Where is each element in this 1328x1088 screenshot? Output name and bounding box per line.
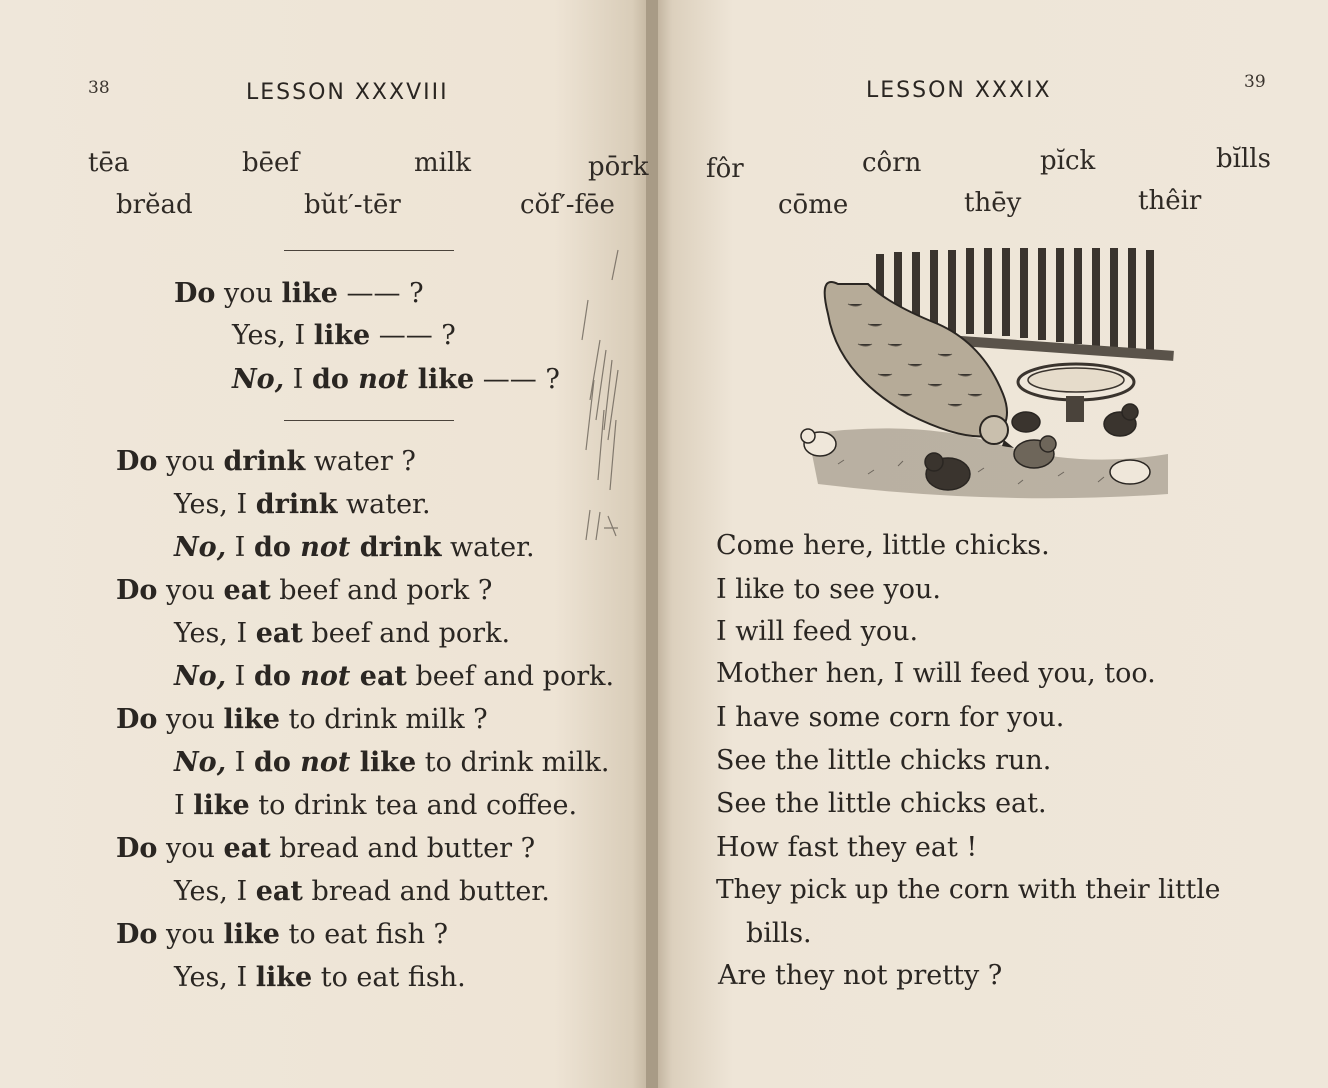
question-line: Do you like to eat fish ? — [116, 919, 449, 950]
vocab-word: bŭt′-tēr — [304, 190, 401, 220]
answer-line: Yes, I eat beef and pork. — [174, 618, 511, 649]
story-line: I like to see you. — [716, 574, 942, 605]
pencil-scribble-marks — [560, 240, 640, 560]
vocab-word: fôr — [706, 154, 744, 184]
answer-line: No, I do not eat beef and pork. — [174, 661, 615, 692]
lesson-title-left: LESSON XXXVIII — [246, 80, 449, 105]
answer-line: Yes, I eat bread and butter. — [174, 876, 550, 907]
vocab-word: côrn — [862, 148, 922, 178]
vocab-word: bĭlls — [1216, 144, 1271, 174]
pattern-no: No, I do not like —— ? — [232, 364, 560, 395]
vocab-word: thêir — [1138, 186, 1202, 216]
vocab-word: cōme — [778, 190, 849, 220]
answer-line: Yes, I drink water. — [174, 489, 431, 520]
story-line: See the little chicks run. — [716, 745, 1052, 776]
story-line: They pick up the corn with their little — [716, 874, 1221, 905]
lesson-title-right: LESSON XXXIX — [866, 78, 1052, 103]
vocab-word: milk — [414, 148, 472, 178]
story-line: How fast they eat ! — [716, 832, 978, 863]
pattern-question: Do you like —— ? — [174, 278, 424, 309]
page-number-left: 38 — [88, 78, 110, 98]
vocab-word: brĕad — [116, 190, 193, 220]
story-line: I have some corn for you. — [716, 702, 1065, 733]
vocab-word: pĭck — [1040, 146, 1096, 176]
page-number-right: 39 — [1244, 72, 1266, 92]
question-line: Do you eat bread and butter ? — [116, 833, 536, 864]
hen-and-chicks-illustration — [798, 244, 1178, 506]
answer-line: I like to drink tea and coffee. — [174, 790, 578, 821]
story-line: I will feed you. — [716, 616, 919, 647]
divider-rule — [284, 250, 454, 251]
vocab-word: cŏf′-fēe — [520, 190, 615, 220]
answer-line: No, I do not drink water. — [174, 532, 535, 563]
story-line: Are they not pretty ? — [718, 960, 1003, 991]
story-line: bills. — [746, 918, 812, 949]
vocab-word: bēef — [242, 148, 300, 178]
divider-rule — [284, 420, 454, 421]
question-line: Do you eat beef and pork ? — [116, 575, 493, 606]
vocab-word: pōrk — [588, 152, 649, 182]
question-line: Do you like to drink milk ? — [116, 704, 488, 735]
answer-line: No, I do not like to drink milk. — [174, 747, 610, 778]
question-line: Do you drink water ? — [116, 446, 416, 477]
story-line: Come here, little chicks. — [716, 530, 1050, 561]
story-line: See the little chicks eat. — [716, 788, 1047, 819]
story-line: Mother hen, I will feed you, too. — [716, 658, 1156, 689]
vocab-word: thēy — [964, 188, 1022, 218]
pattern-yes: Yes, I like —— ? — [232, 320, 456, 351]
vocab-word: tēa — [88, 148, 130, 178]
answer-line: Yes, I like to eat fish. — [174, 962, 466, 993]
